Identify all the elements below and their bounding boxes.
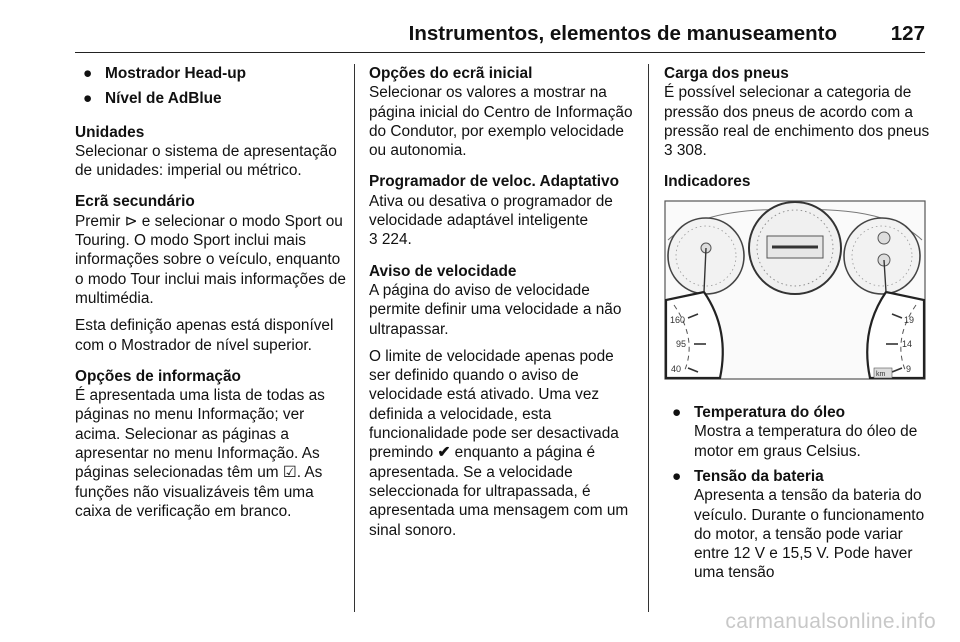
section-heading: Opções do ecrã inicial	[369, 65, 533, 82]
paragraph: Ativa ou desativa o programador de velocidade adaptável inteligente	[369, 192, 613, 230]
paragraph: A página do aviso de velocidade permite definir uma velocidade a não ultrapassar.	[369, 281, 622, 338]
watermark: carmanualsonline.info	[725, 610, 936, 633]
section-tire-load	[664, 64, 934, 160]
section-heading: Opções de informação	[75, 367, 241, 385]
gauge-tick-label: 14	[902, 338, 913, 349]
column-3	[664, 64, 934, 589]
section-home-screen-options	[369, 64, 639, 160]
section-units	[75, 123, 347, 181]
paragraph: Selecionar os valores a mostrar na página inicial do Centro de Informação do Condutor, por exemplo velocidade ou autonomia.	[369, 84, 633, 160]
section-heading: Carga dos pneus	[664, 65, 789, 82]
gauge-tick-label: 40	[671, 363, 682, 374]
section-adaptive-cruise	[369, 172, 639, 249]
column-divider	[648, 64, 649, 612]
section-secondary-screen	[75, 192, 347, 354]
section-heading: Aviso de velocidade	[369, 262, 517, 280]
column-2	[369, 64, 639, 552]
page-number: 127	[890, 22, 925, 45]
paragraph: É apresentada uma lista de todas as páginas no menu Informação; ver acima. Selecionar as páginas a apresentar no menu Informação. As páginas selecionadas têm um ☑. As funções não visualizáveis têm uma caixa de verificação em branco.	[75, 387, 325, 520]
gauge-tick-label: 160	[670, 314, 686, 325]
page-title: Instrumentos, elementos de manuseamento	[408, 22, 837, 45]
gauge-tick-label: 9	[906, 363, 912, 374]
list-item: ● Mostrador Head-up	[83, 65, 247, 82]
column-divider	[354, 64, 355, 612]
paragraph: Esta definição apenas está disponível com o Mostrador de nível superior.	[75, 317, 334, 354]
section-heading: Programador de veloc. Adaptativo	[369, 173, 620, 191]
paragraph: Selecionar o sistema de apresentação de unidades: imperial ou métrico.	[75, 142, 337, 180]
column-1	[75, 64, 347, 533]
gauge-tick-label: 95	[676, 338, 687, 349]
page-reference: 3 224.	[369, 231, 412, 249]
paragraph: Premir ⊳ e selecionar o modo Sport ou Touring. O modo Sport inclui mais informações sobre o veículo, enquanto o modo Tour inclui mais informações de multimédia.	[75, 212, 346, 307]
paragraph: É possível selecionar a categoria de pressão dos pneus de acordo com a pressão real de enchimento dos pneus 3 308.	[664, 84, 930, 160]
section-heading: Indicadores	[664, 173, 751, 191]
gauge-unit-label: km	[876, 370, 886, 378]
section-speed-warning	[369, 262, 639, 540]
list-item: ● Tensão da bateria Apresenta a tensão da bateria do veículo. Durante o funcionamento do motor, a tensão pode variar entre 12 V e 15,5 V. Pode haver uma tensão	[672, 467, 925, 582]
list-item: ● Nível de AdBlue	[83, 90, 222, 108]
page-header	[75, 0, 925, 53]
gauge-tick-label: 19	[904, 314, 915, 325]
list-item: ● Temperatura do óleo Mostra a temperatura do óleo de motor em graus Celsius.	[672, 404, 918, 460]
instrument-cluster-illustration	[664, 200, 926, 380]
section-heading: Ecrã secundário	[75, 193, 195, 211]
section-heading: Unidades	[75, 123, 145, 141]
section-info-options	[75, 367, 347, 521]
paragraph: O limite de velocidade apenas pode ser definido quando o aviso de velocidade está ativado. Uma vez definida a velocidade, esta funcionalidade pode ser desactivada premindo ✔ enquanto a página é apresentada. Se a velocidade seleccionada for ultrapassada, é apresentada uma mensagem com um sinal sonoro.	[369, 347, 629, 539]
check-icon: ✔	[437, 444, 451, 462]
